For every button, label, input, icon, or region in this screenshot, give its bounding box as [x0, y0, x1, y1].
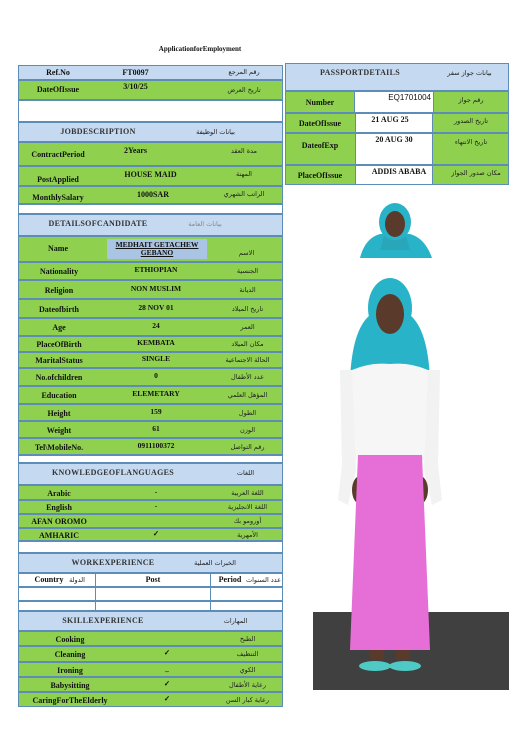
work-col-country-ar: الدولة: [69, 575, 85, 584]
name-label-ar: الاسم: [238, 248, 255, 257]
candidate-4-label-ar: مكان الميلاد: [231, 340, 264, 349]
post-label: PostApplied: [37, 174, 79, 184]
passport-exp-value: 20 AUG 30: [375, 135, 413, 144]
candidate-10-value: 0911100372: [137, 440, 175, 450]
candidate-0-value: ETHIOPIAN: [134, 265, 178, 275]
work-header-ar: الخبرات العملية: [194, 558, 236, 567]
language-3-value: ✓: [152, 529, 160, 538]
contract-label: ContractPeriod: [31, 150, 85, 159]
ref-label: Ref.No: [46, 67, 70, 77]
skill-0-label-ar: الطبخ: [239, 634, 256, 643]
work-header: WORKEXPERIENCE: [71, 558, 155, 567]
spacer-row-4: [18, 541, 283, 553]
passport-issue-label: DateOfIssue: [298, 119, 342, 128]
language-0-label-ar: اللغة العربية: [231, 488, 264, 497]
candidate-8-value: 159: [150, 406, 162, 416]
candidate-7-label: Education: [41, 391, 77, 400]
candidate-2-value: 28 NOV 01: [138, 302, 174, 312]
candidate-1-value: NON MUSLIM: [130, 283, 182, 293]
name-label: Name: [48, 244, 68, 253]
language-0-label: Arabic: [47, 488, 71, 498]
skill-3-label-ar: رعاية الأطفال: [228, 680, 267, 689]
passport-header-ar: بيانات جواز سفر: [447, 68, 492, 77]
date-label-ar: تاريخ العرض: [227, 85, 261, 94]
candidate-3-label: Age: [52, 323, 66, 332]
skill-0-value: [122, 632, 212, 643]
candidate-6-value: 0: [154, 371, 158, 381]
candidate-4-value: KEMBATA: [137, 338, 175, 348]
skills-header-ar: المهارات: [223, 616, 248, 625]
candidate-5-label-ar: الحالة الاجتماعية: [225, 356, 270, 365]
candidate-5-label: MaritalStatus: [35, 356, 83, 365]
candidate-3-label-ar: العمر: [240, 323, 255, 332]
full-body-photo: [330, 270, 450, 680]
skill-2-label: Ironing: [57, 665, 83, 675]
spacer-row-2: [18, 204, 283, 214]
candidate-0-label: Nationality: [39, 267, 79, 276]
passport-number-label: Number: [305, 98, 335, 107]
passport-header: PASSPORTDETAILS: [320, 68, 400, 77]
passport-place-ar: مكان صدور الجواز: [451, 168, 501, 177]
ref-value: FT0097: [122, 67, 149, 77]
skill-4-label: CaringForTheElderly: [32, 695, 108, 705]
salary-label: MonthlySalary: [32, 192, 84, 202]
skill-0-label: Cooking: [55, 634, 85, 644]
skills-header: SKILLEXPERIENCE: [62, 616, 144, 625]
skill-4-label-ar: رعاية كبار السن: [225, 695, 270, 704]
spacer-row: [18, 100, 283, 122]
work-col-post: Post: [145, 575, 161, 584]
candidate-header: DETAILSOFCANDIDATE: [48, 219, 148, 228]
candidate-header-ar: بيانات العامة: [188, 219, 222, 228]
ref-label-ar: رقم المرجع: [228, 68, 260, 77]
language-3-label-ar: الأمهرية: [237, 530, 258, 539]
name-value: MEDHAIT GETACHEW GEBANO: [107, 239, 207, 259]
post-label-ar: المهنة: [236, 170, 252, 179]
passport-number-ar: رقم جواز: [458, 95, 484, 104]
salary-value: 1000SAR: [136, 189, 169, 199]
skill-4-value: ✓: [163, 693, 171, 703]
work-row-1-divider: [95, 587, 211, 601]
language-2-label: AFAN OROMO: [31, 517, 87, 526]
candidate-10-label: Tel\MobileNo.: [34, 442, 84, 452]
skill-2-value: _: [165, 663, 169, 673]
salary-label-ar: الراتب الشهري: [223, 190, 265, 199]
skill-1-value: ✓: [163, 648, 171, 658]
page-title: ApplicationforEmployment: [158, 44, 242, 53]
contract-value: 2Years: [123, 146, 148, 155]
skill-3-value: ✓: [163, 678, 171, 688]
post-value: HOUSE MAID: [124, 169, 177, 179]
work-col-period: Period: [218, 575, 242, 584]
contract-label-ar: مدة العقد: [231, 146, 257, 155]
language-3-label: AMHARIC: [39, 530, 79, 540]
spacer-row-3: [18, 455, 283, 463]
candidate-5-value: SINGLE: [141, 354, 171, 364]
date-label: DateOfIssue: [36, 85, 80, 94]
passport-photo: [350, 200, 440, 258]
candidate-4-label: PlaceOfBirth: [36, 340, 82, 349]
language-0-value: -: [154, 486, 158, 496]
work-col-country: Country: [34, 575, 64, 584]
candidate-8-label-ar: الطول: [238, 408, 257, 417]
candidate-6-label-ar: عدد الأطفال: [231, 373, 264, 382]
job-header-ar: بيانات الوظيفة: [196, 127, 235, 136]
passport-exp-ar: تاريخ الانتهاء: [454, 137, 488, 146]
candidate-9-label-ar: الوزن: [239, 425, 256, 434]
work-row-2-divider: [95, 601, 211, 611]
candidate-9-label: Weight: [46, 425, 72, 435]
candidate-0-label-ar: الجنسية: [236, 267, 259, 276]
job-header: JOBDESCRIPTION: [60, 127, 136, 136]
language-2-label-ar: أورومو بك: [233, 517, 262, 526]
candidate-7-value: ELEMETARY: [132, 389, 180, 399]
skill-3-label: Babysitting: [50, 680, 90, 690]
language-1-label: English: [46, 503, 72, 512]
candidate-1-label-ar: الديانة: [239, 285, 256, 294]
candidate-6-label: No.ofchildren: [35, 373, 83, 382]
candidate-2-label: Dateofbirth: [39, 304, 79, 314]
languages-header: KNOWLEDGEOFLANGUAGES: [51, 468, 174, 477]
candidate-3-value: 24: [152, 321, 160, 331]
language-2-value: [100, 515, 212, 525]
candidate-7-label-ar: المؤهل العلمي: [227, 391, 268, 400]
passport-issue-value: 21 AUG 25: [371, 115, 409, 124]
language-1-label-ar: اللغة الانجليزية: [227, 503, 268, 512]
language-1-value: -: [154, 501, 158, 511]
candidate-2-label-ar: تاريخ الميلاد: [231, 304, 264, 313]
candidate-9-value: 61: [152, 423, 160, 433]
skill-1-label: Cleaning: [54, 650, 86, 659]
candidate-8-label: Height: [47, 408, 71, 418]
candidate-1-label: Religion: [44, 285, 74, 295]
date-value: 3/10/25: [123, 82, 148, 91]
skill-2-label-ar: الكوي: [239, 665, 256, 674]
passport-place-label: PlaceOfIssue: [297, 171, 343, 180]
passport-number-value: EQ1701004: [388, 93, 431, 102]
candidate-10-label-ar: رقم التواصل: [230, 442, 265, 451]
passport-place-value: ADDIS ABABA: [371, 167, 427, 176]
work-col-period-ar: عدد السنوات: [245, 575, 282, 584]
passport-issue-ar: تاريخ الصدور: [453, 116, 489, 125]
languages-header-ar: اللغات: [236, 468, 255, 477]
skill-1-label-ar: التنظيف: [236, 650, 259, 659]
passport-exp-label: DateofExp: [301, 141, 339, 150]
